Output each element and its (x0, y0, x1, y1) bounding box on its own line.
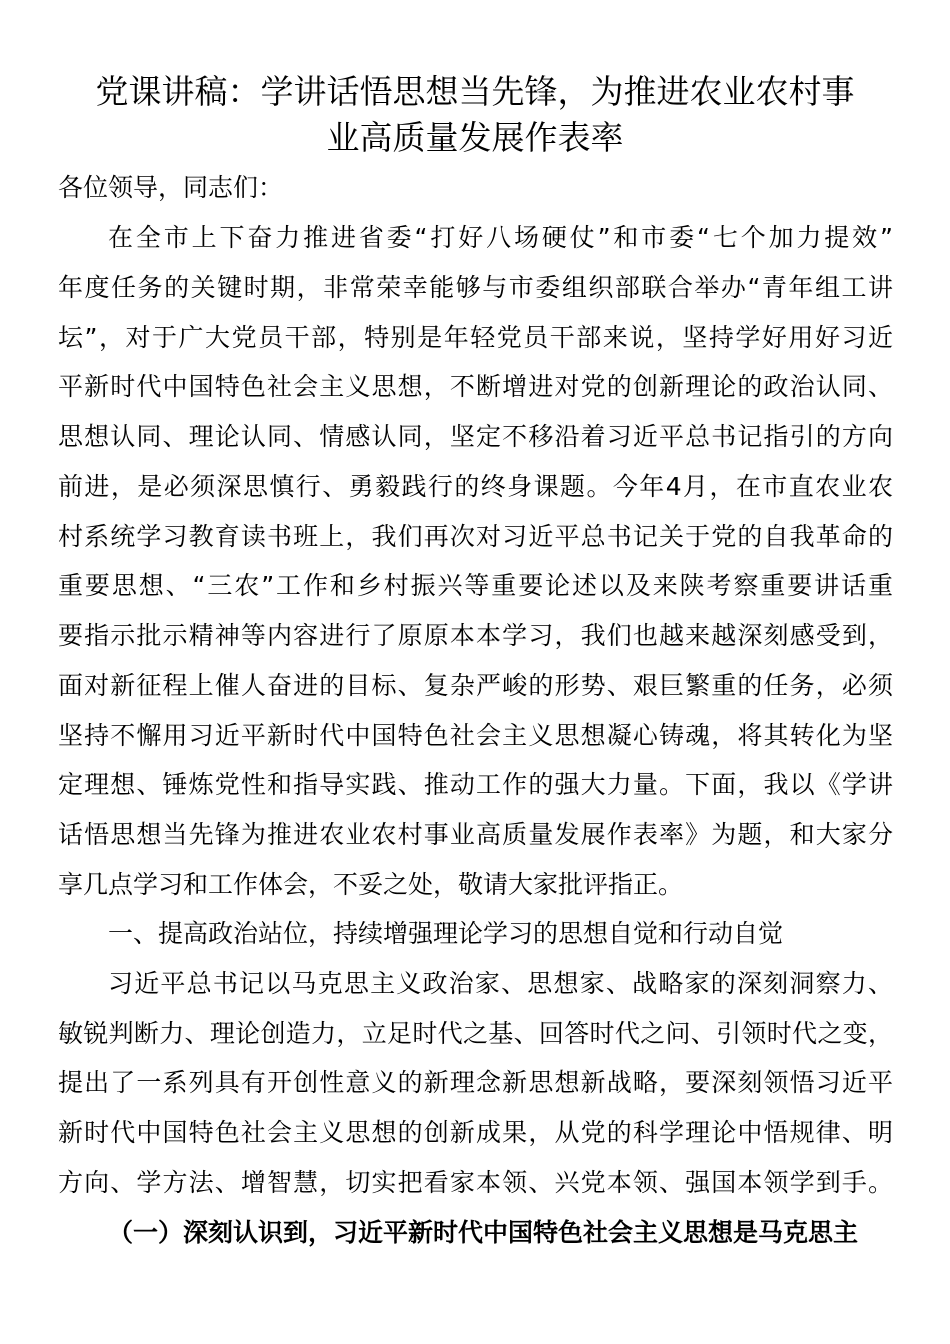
paragraph-line: 坛”，对于广大党员干部，特别是年轻党员干部来说，坚持学好用好习近 (58, 323, 893, 352)
paragraph-line: 重要思想、“三农”工作和乡村振兴等重要论述以及来陕考察重要讲话重 (58, 571, 893, 600)
paragraph-line: 年度任务的关键时期，非常荣幸能够与市委组织部联合举办“青年组工讲 (58, 273, 893, 302)
paragraph-line: 要指示批示精神等内容进行了原原本本学习，我们也越来越深刻感受到， (58, 621, 893, 650)
paragraph-line: 习近平总书记以马克思主义政治家、思想家、战略家的深刻洞察力、 (108, 969, 893, 998)
paragraph-line: 话悟思想当先锋为推进农业农村事业高质量发展作表率》为题，和大家分 (58, 820, 893, 849)
paragraph-line: 思想认同、理论认同、情感认同，坚定不移沿着习近平总书记指引的方向 (58, 422, 893, 451)
paragraph-line: 提出了一系列具有开创性意义的新理念新思想新战略，要深刻领悟习近平 (58, 1068, 893, 1097)
document-title-line-2: 业高质量发展作表率 (326, 118, 624, 157)
paragraph-line: 方向、学方法、增智慧，切实把看家本领、兴党本领、强国本领学到手。 (58, 1168, 893, 1197)
paragraph-line: 前进，是必须深思慎行、勇毅践行的终身课题。今年4月，在市直农业农 (58, 472, 893, 501)
section-heading-1: 一、提高政治站位，持续增强理论学习的思想自觉和行动自觉 (108, 919, 784, 948)
paragraph-line: 新时代中国特色社会主义思想的创新成果，从党的科学理论中悟规律、明 (58, 1118, 893, 1147)
paragraph-line: 享几点学习和工作体会，不妥之处，敬请大家批评指正。 (58, 870, 684, 899)
salutation: 各位领导，同志们： (58, 173, 284, 202)
subheading-1: （一）深刻认识到，习近平新时代中国特色社会主义思想是马克思主 (108, 1218, 859, 1247)
paragraph-line: 坚持不懈用习近平新时代中国特色社会主义思想凝心铸魂，将其转化为坚 (58, 721, 893, 750)
document-title-line-1: 党课讲稿：学讲话悟思想当先锋，为推进农业农村事 (95, 72, 855, 111)
paragraph-line: 村系统学习教育读书班上，我们再次对习近平总书记关于党的自我革命的 (58, 522, 893, 551)
paragraph-line: 面对新征程上催人奋进的目标、复杂严峻的形势、艰巨繁重的任务，必须 (58, 671, 893, 700)
paragraph-line: 在全市上下奋力推进省委“打好八场硬仗”和市委“七个加力提效” (108, 223, 893, 252)
paragraph-line: 敏锐判断力、理论创造力，立足时代之基、回答时代之问、引领时代之变， (58, 1019, 893, 1048)
paragraph-line: 平新时代中国特色社会主义思想，不断增进对党的创新理论的政治认同、 (58, 372, 893, 401)
paragraph-line: 定理想、锤炼党性和指导实践、推动工作的强大力量。下面，我以《学讲 (58, 770, 893, 799)
